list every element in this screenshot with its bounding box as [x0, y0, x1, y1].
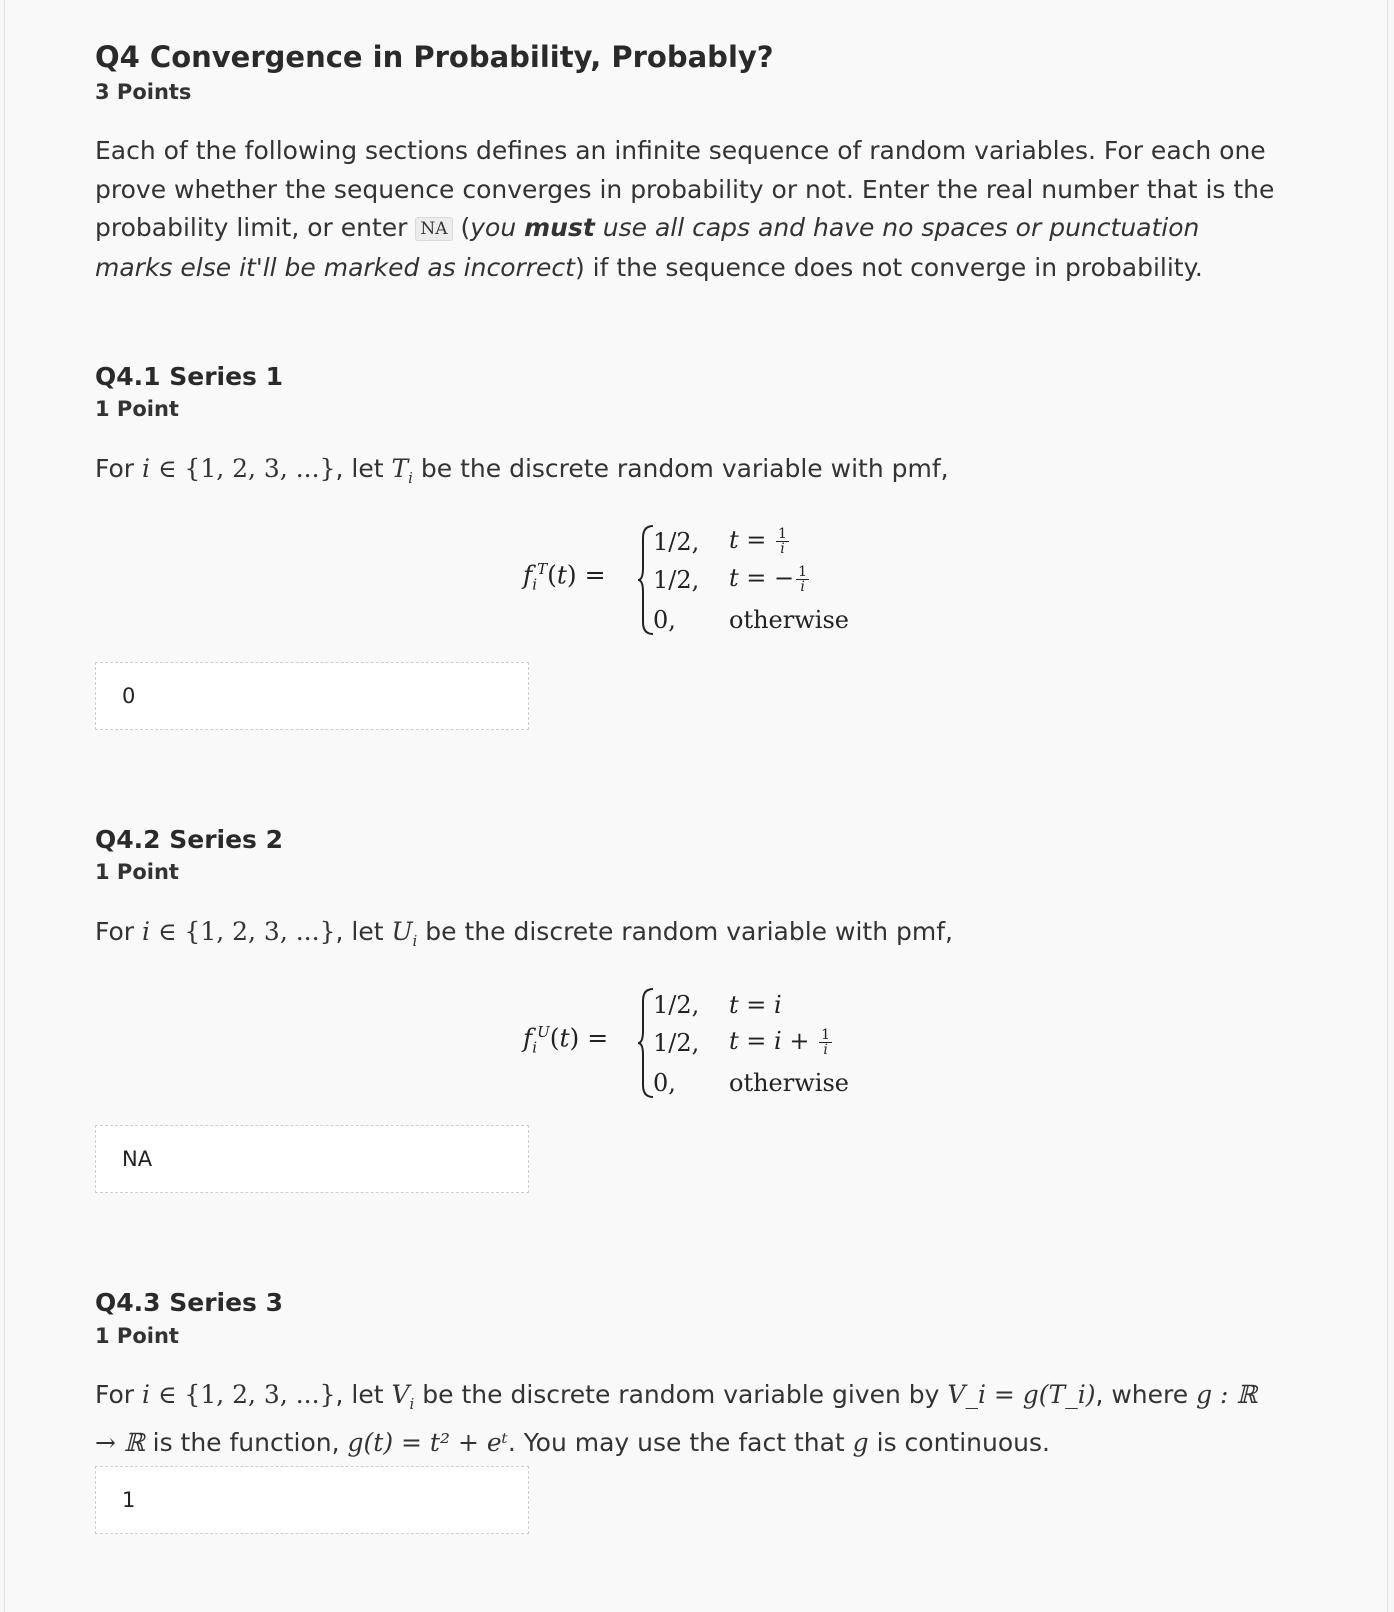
subquestion-text: For i ∈ {1, 2, 3, ...}, let $V_i$ be the discrete random variable given by V_i = g(T_i), where g : ℝ → ℝ is the function, g(t) = t² + eᵗ. You may use the fact that g is continuous.: [95, 1380, 1258, 1457]
question-title: Q4 Convergence in Probability, Probably?: [95, 40, 774, 74]
question-points: 3 Points: [95, 80, 192, 104]
subquestion-points: 1 Point: [95, 397, 179, 421]
pmf-condition: t = i + $\frac{1}{i}$: [729, 1027, 831, 1058]
subquestion-points: 1 Point: [95, 860, 179, 884]
pmf-equation: $f_i^T(t)$ = 1/2, t = $\frac{1}{i}$ 1/2, t = − $\frac{1}{i}$ 0, otherwise: [523, 526, 849, 634]
subquestion-title: Q4.3 Series 3: [95, 1288, 284, 1317]
pmf-condition: t = $\frac{1}{i}$: [729, 526, 787, 557]
subquestion-text: For i ∈ {1, 2, 3, ...}, let $U_i$ be the discrete random variable with pmf,: [95, 917, 953, 950]
answer-field[interactable]: 0: [95, 662, 529, 730]
na-code: NA: [415, 217, 452, 241]
question-intro: Each of the following sections defines an infinite sequence of random variables. For each one prove whether the sequence converges in probability or not. Enter the real number that is the probability limit, or enter NA (you must use all caps and have no spaces or punctuation marks else it'll be marked as incorrect) if the sequence does not converge in probability.: [95, 136, 1275, 282]
pmf-condition: t = − $\frac{1}{i}$: [729, 564, 808, 595]
subquestion-title: Q4.1 Series 1: [95, 362, 284, 391]
subquestion-points: 1 Point: [95, 1324, 179, 1348]
answer-field[interactable]: NA: [95, 1125, 529, 1193]
equation-g: g(t) = t² + eᵗ: [347, 1427, 508, 1457]
answer-field[interactable]: 1: [95, 1466, 529, 1534]
pmf-condition: t = i: [729, 991, 782, 1019]
pmf-equation: $f_i^U(t)$ = 1/2, t = i 1/2, t = i + $\frac{1}{i}$ 0, otherwise: [523, 987, 843, 1107]
question-card: [4, 0, 1388, 1612]
equation-v: V_i = g(T_i): [947, 1380, 1096, 1409]
subquestion-title: Q4.2 Series 2: [95, 825, 284, 854]
subquestion-text: For i ∈ {1, 2, 3, ...}, let $T_i$ be the discrete random variable with pmf,: [95, 454, 949, 487]
equation-g-map: g : ℝ → ℝ: [95, 1380, 1258, 1457]
